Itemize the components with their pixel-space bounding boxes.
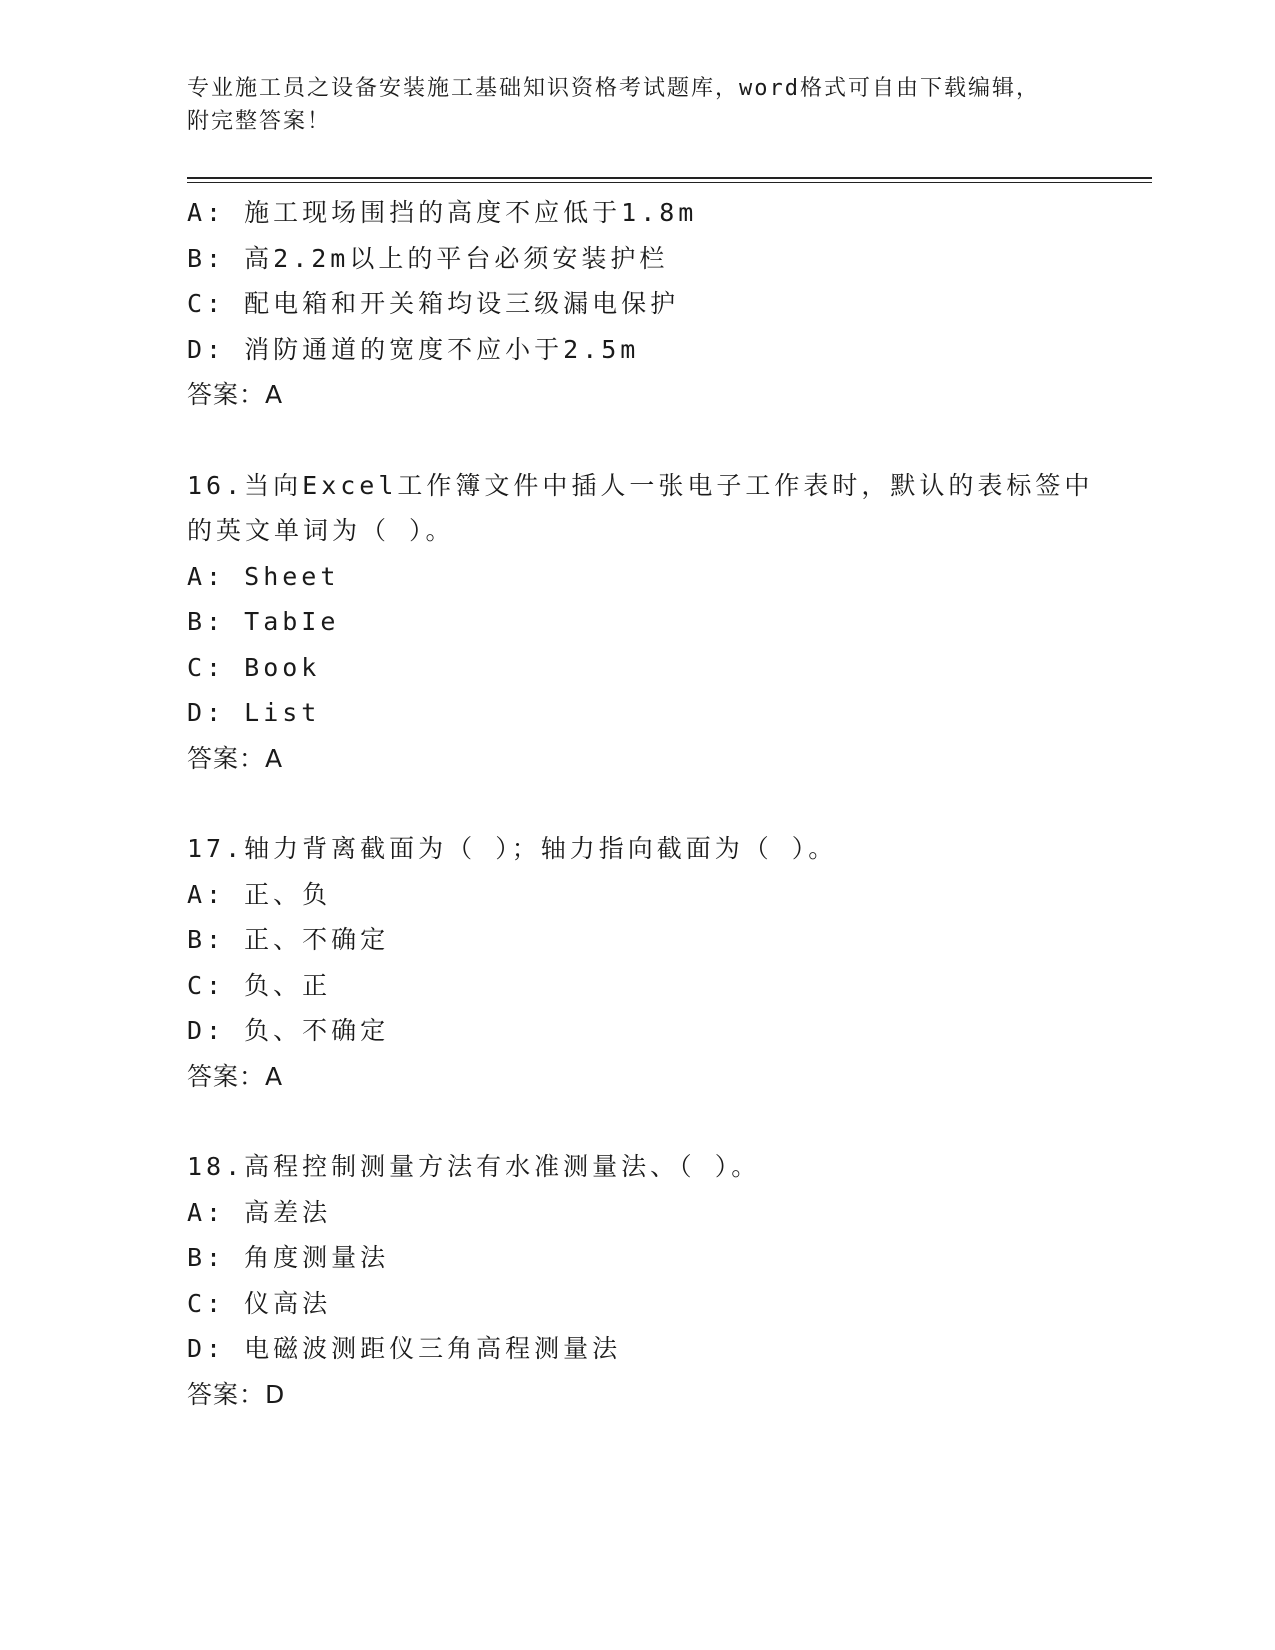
option-b: B: TabIe — [187, 607, 340, 636]
header-line-1: 专业施工员之设备安装施工基础知识资格考试题库，word格式可自由下载编辑， — [187, 76, 1040, 101]
option-c: C: 仪高法 — [187, 1288, 332, 1318]
option-a: A: Sheet — [187, 561, 340, 591]
answer-line: 答案：A — [187, 743, 284, 773]
answer-line: 答案：A — [187, 1061, 284, 1091]
question-text: 18.高程控制测量方法有水准测量法、（ ）。 — [187, 1152, 761, 1181]
question-text-line-2: 的英文单词为（ ）。 — [187, 516, 455, 545]
option-c: C: Book — [187, 652, 321, 682]
answer-line: 答案：D — [187, 1379, 286, 1409]
option-d: D: 电磁波测距仪三角高程测量法 — [187, 1334, 622, 1363]
spacer — [187, 418, 1087, 463]
option-d: D: 消防通道的宽度不应小于2.5m — [187, 334, 640, 364]
answer-line: 答案：A — [187, 380, 284, 409]
option-b: B: 角度测量法 — [187, 1243, 390, 1272]
question-15 — [187, 190, 1087, 418]
option-b: B: 正、不确定 — [187, 925, 390, 954]
option-c: C: 负、正 — [187, 970, 332, 1000]
question-17 — [187, 826, 1087, 1099]
option-a: A: 正、负 — [187, 879, 332, 909]
header-divider-thin — [187, 182, 1152, 183]
option-d: D: 负、不确定 — [187, 1016, 390, 1045]
spacer — [187, 781, 1087, 826]
question-16 — [187, 463, 1094, 782]
option-a: A: 施工现场围挡的高度不应低于1.8m — [187, 198, 698, 227]
document-header — [187, 72, 1067, 138]
question-18 — [187, 1144, 1087, 1417]
header-line-2: 附完整答案！ — [187, 109, 332, 134]
option-b: B: 高2.2m以上的平台必须安装护栏 — [187, 243, 669, 273]
question-list — [187, 190, 1094, 1417]
option-a: A: 高差法 — [187, 1197, 332, 1227]
header-divider-thick — [187, 177, 1152, 179]
option-c: C: 配电箱和开关箱均设三级漏电保护 — [187, 289, 680, 318]
option-d: D: List — [187, 698, 321, 727]
spacer — [187, 1099, 1087, 1144]
question-text: 17.轴力背离截面为（ ）；轴力指向截面为（ ）。 — [187, 834, 838, 863]
question-text-line-1: 16.当向Excel工作簿文件中插人一张电子工作表时，默认的表标签中 — [187, 470, 1094, 500]
